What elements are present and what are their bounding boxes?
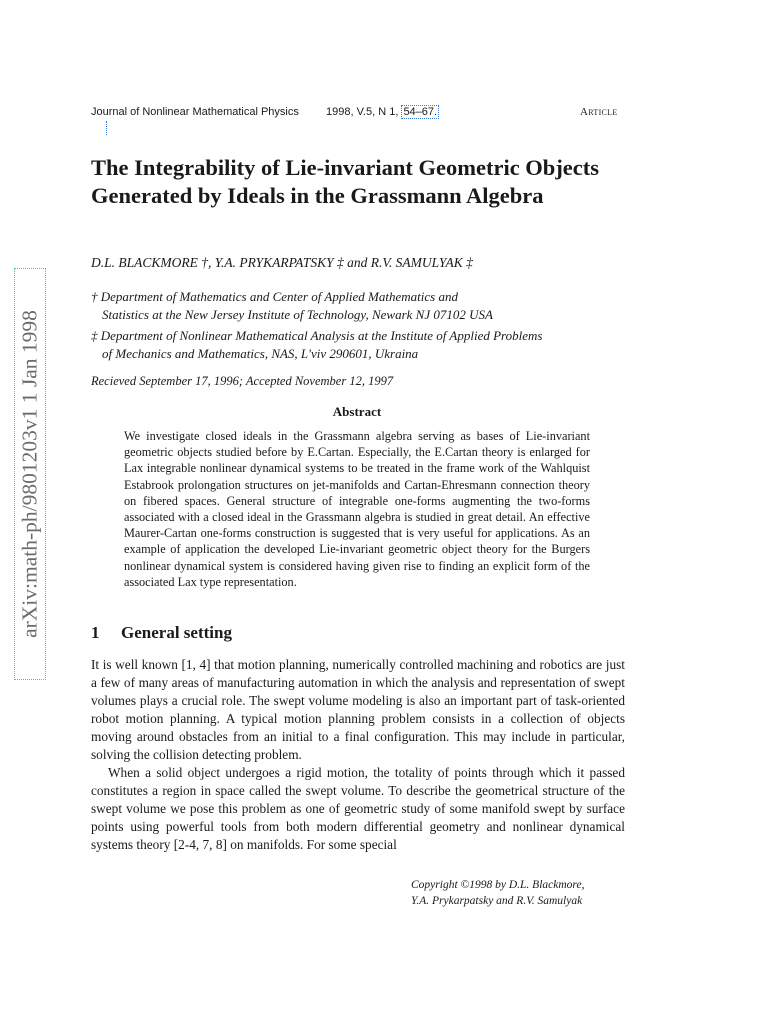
volume-info: 1998, V.5, N 1, [326, 106, 402, 118]
abstract-heading: Abstract [332, 404, 382, 419]
body-paragraph-1: It is well known [1, 4] that motion planning, numerically controlled machining and robotics are just a few of many areas of manufacturing automation in which the analysis and representation of swept volumes plays a crucial role. The swept volume modeling is also an important part of task-oriented robot motion planning. A typical motion planning problem consists in a collection of objects moving around obstacles from an initial to a final configuration. This may include in particular, solving the collision detecting problem. [91, 657, 625, 762]
article-type: Article [580, 106, 618, 118]
arxiv-identifier: arXiv:math-ph/9801203v1 1 Jan 1998 [17, 310, 42, 638]
arxiv-sidebar-link[interactable] [14, 268, 46, 680]
section-number: 1 [91, 623, 100, 642]
paper-title: The Integrability of Lie-invariant Geometric Objects Generated by Ideals in the Grassmann Algebra [91, 155, 600, 208]
body-paragraph-2: When a solid object undergoes a rigid motion, the totality of points through which it passed constitutes a region in space called the swept volume. To describe the geometrical structure of the swept volume we pose this problem as one of geometric study of some manifold swept by surface points using powerful tools from both modern differential geometry and nonlinear dynamical systems theory [2-4, 7, 8] on manifolds. For some special [91, 765, 625, 852]
pages-link[interactable]: 54–67. [403, 106, 438, 118]
copyright-notice [411, 877, 584, 909]
copyright-line-2: Y.A. Prykarpatsky and R.V. Samulyak [411, 895, 583, 907]
affiliation-2 [91, 327, 651, 363]
journal-citation [326, 106, 439, 118]
affiliation-1-line-1: † Department of Mathematics and Center of Applied Mathematics and [91, 289, 458, 304]
section-title: General setting [121, 623, 232, 642]
received-dates: Recieved September 17, 1996; Accepted November 12, 1997 [91, 374, 394, 388]
author-list: D.L. BLACKMORE †, Y.A. PRYKARPATSKY ‡ and R.V. SAMULYAK ‡ [91, 255, 473, 270]
link-marker [106, 121, 110, 135]
journal-name: Journal of Nonlinear Mathematical Physics [91, 106, 299, 118]
affiliation-1 [91, 288, 651, 324]
affiliation-2-line-1: ‡ Department of Nonlinear Mathematical Analysis at the Institute of Applied Problems [91, 328, 543, 343]
section-heading [91, 623, 232, 643]
affiliation-2-line-2: of Mechanics and Mathematics, NAS, L'viv 290601, Ukraina [102, 346, 419, 361]
affiliation-1-line-2: Statistics at the New Jersey Institute of Technology, Newark NJ 07102 USA [102, 307, 493, 322]
abstract-text: We investigate closed ideals in the Grassmann algebra serving as bases of Lie-invariant geometric objects studied before by E.Cartan. Especially, the E.Cartan theory is enlarged for Lax integrable nonlinear dynamical systems to be treated in the frame work of the Wahlquist Estabrook prolongation structures on jet-manifolds and Cartan-Ehresmann connection theory on fibered spaces. General structure of integrable one-forms augmenting the two-forms associated with a closed ideal in the Grassmann algebra is studied in great detail. An effective Maurer-Cartan one-forms construction is suggested that is very useful for applications. As an example of application the developed Lie-invariant geometric object theory for the Burgers nonlinear dynamical system is considered having given rise to finding an explicit form of the associated Lax type representation. [124, 429, 590, 589]
copyright-line-1: Copyright ©1998 by D.L. Blackmore, [411, 879, 585, 891]
